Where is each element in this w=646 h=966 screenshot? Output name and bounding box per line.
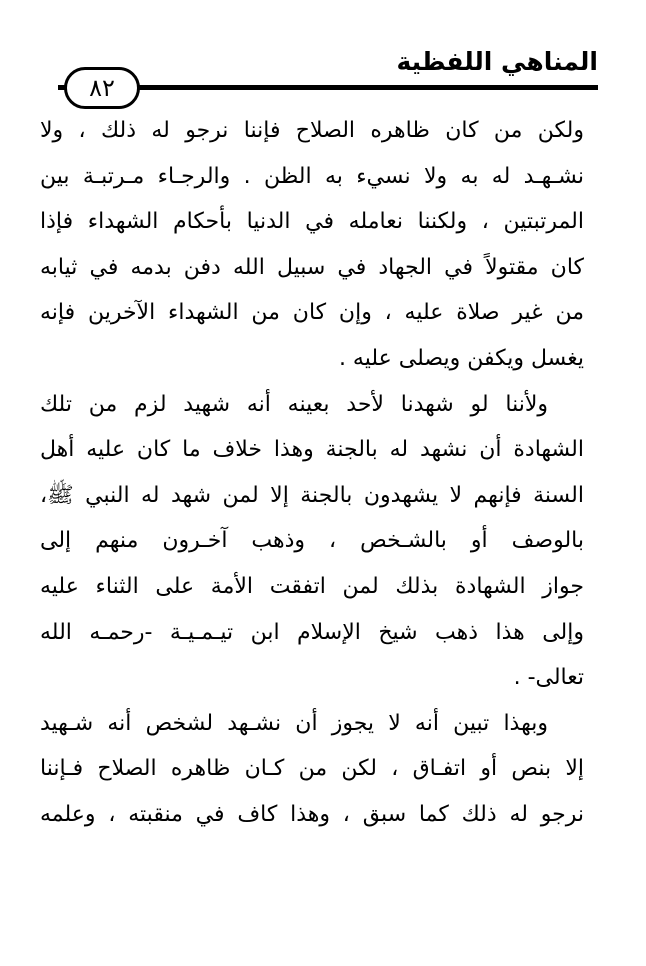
text-line: نشـهـد له به ولا نسيء به الظن . والرجـاء مـرتبـة بين	[40, 163, 584, 189]
text-line: ولأننا لو شهدنا لأحد بعينه أنه شهيد لزم من تلك	[40, 391, 548, 417]
text-line: وبهذا تبين أنه لا يجوز أن نشـهد لشخص أنه شـهيد	[40, 710, 548, 736]
text-line: كان مقتولاً في الجهاد في سبيل الله دفن بدمه في ثيابه	[40, 254, 584, 280]
text-line: من غير صلاة عليه ، وإن كان من الشهداء الآخرين فإنه	[40, 300, 584, 326]
body-text	[40, 108, 584, 838]
paragraph-3	[40, 701, 584, 838]
text-line: بالوصف أو بالشـخص ، وذهب آخـرون منهم إلى	[40, 528, 584, 554]
page-number: ٨٢	[64, 67, 140, 109]
text-line: السنة فإنهم لا يشهدون بالجنة إلا لمن شهد له النبي ﷺ،	[40, 482, 584, 508]
paragraph-2	[40, 382, 584, 701]
text-line: المرتبتين ، ولكننا نعامله في الدنيا بأحكام الشهداء فإذا	[40, 209, 584, 235]
text-line: نرجو له ذلك كما سبق ، وهذا كاف في منقبته ، وعلمه	[40, 801, 584, 827]
text-line: جواز الشهادة بذلك لمن اتفقت الأمة على الثناء عليه	[40, 573, 584, 599]
text-line: تعالى- .	[513, 665, 584, 691]
text-line: ولكن من كان ظاهره الصلاح فإننا نرجو له ذلك ، ولا	[40, 118, 584, 143]
text-line: الشهادة أن نشهد له بالجنة وهذا خلاف ما كان عليه أهل	[40, 437, 584, 463]
paragraph-1	[40, 108, 584, 382]
text-line: يغسل ويكفن ويصلى عليه .	[338, 345, 584, 371]
page-header	[58, 40, 598, 100]
text-line: إلا بنص أو اتفـاق ، لكن من كـان ظاهره الصلاح فـإننا	[40, 756, 584, 782]
text-line: وإلى هذا ذهب شيخ الإسلام ابن تيـمـيـة -رحمـه الله	[40, 619, 584, 645]
running-title: المناهي اللفظية	[396, 47, 598, 76]
